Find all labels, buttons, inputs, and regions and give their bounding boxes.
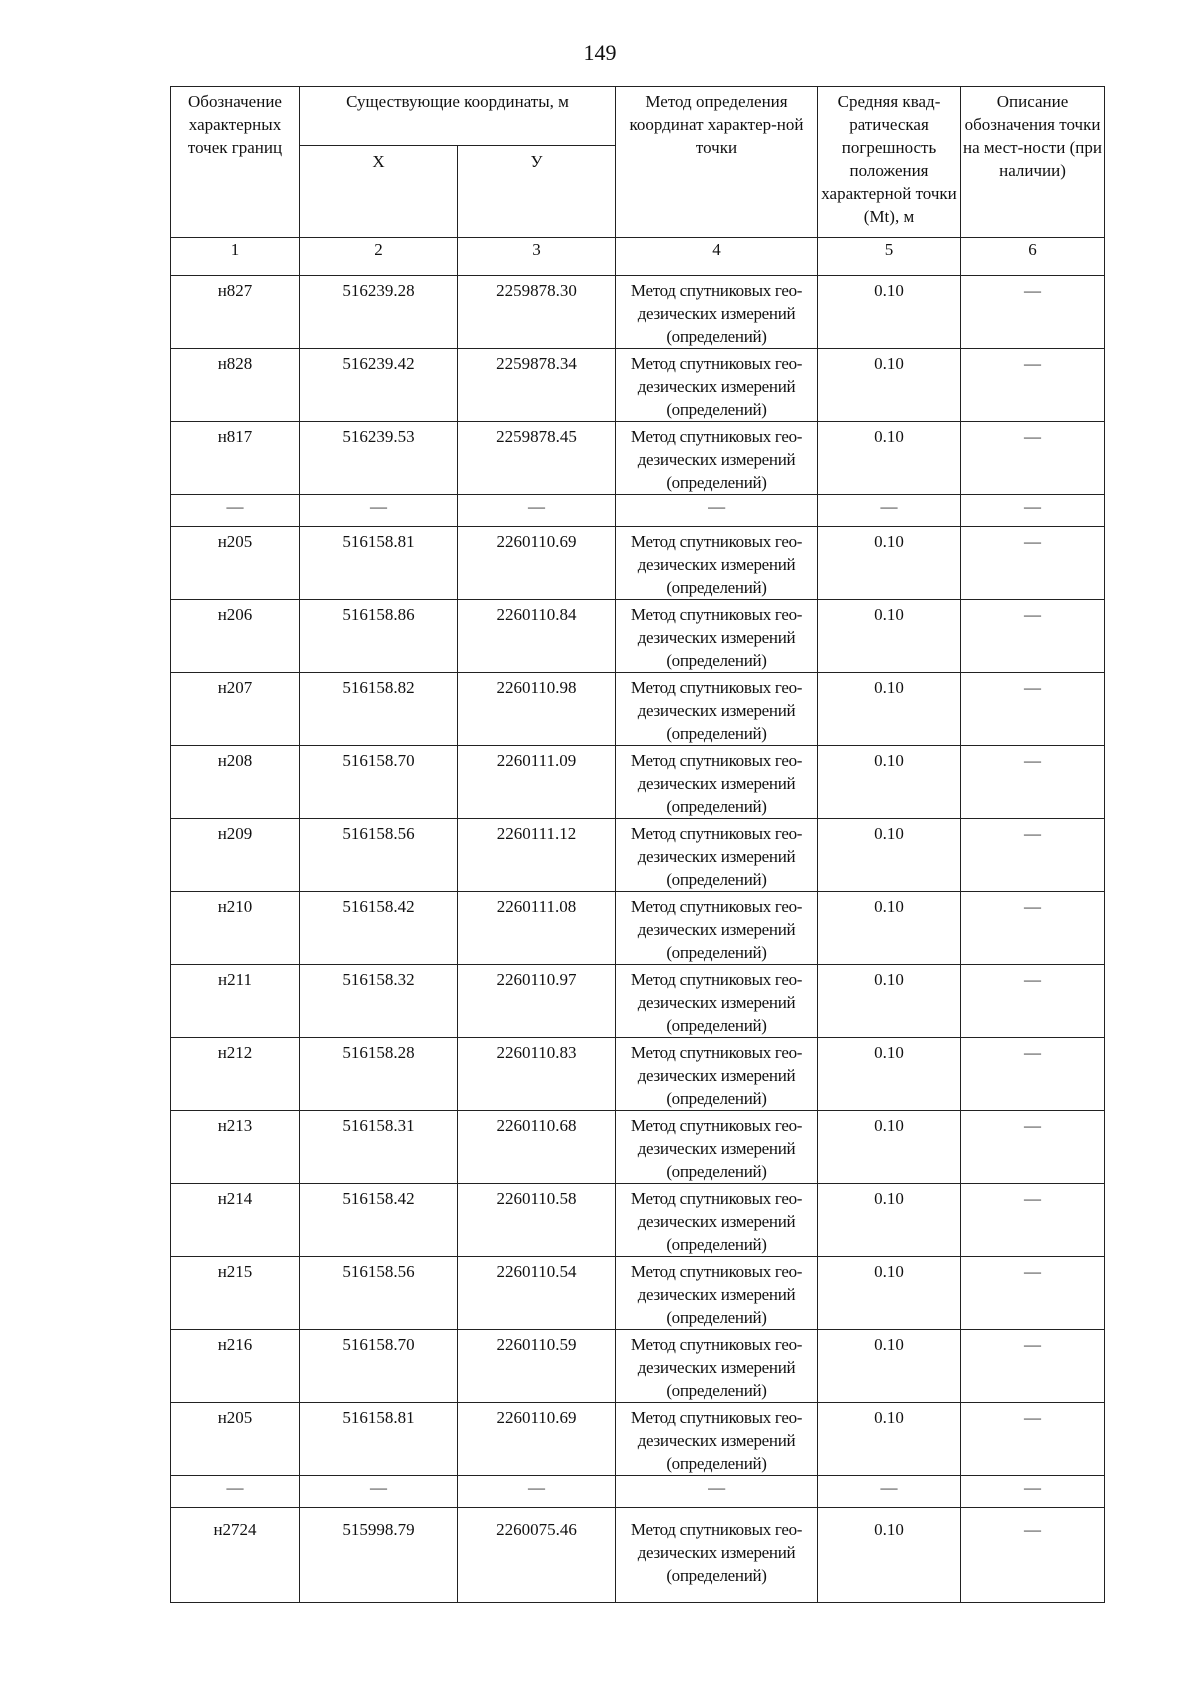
method-cell-text: Метод спутниковых гео-дезических измерений (определений) (630, 1408, 803, 1473)
x-coordinate-cell-text: 516158.42 (342, 1189, 415, 1208)
x-coordinate-cell-text: 516158.70 (342, 751, 415, 770)
point-cell (171, 349, 300, 422)
method-cell (616, 1403, 818, 1476)
point-cell (171, 673, 300, 746)
method-cell (616, 527, 818, 600)
point-cell (171, 892, 300, 965)
error-cell (818, 746, 961, 819)
method-cell (616, 1508, 818, 1603)
point-cell (171, 1038, 300, 1111)
y-coordinate-cell-text: 2260110.84 (496, 605, 577, 624)
error-cell (818, 422, 961, 495)
x-coordinate-cell-text: 516158.82 (342, 678, 415, 697)
omitted-rows-row (171, 495, 1105, 527)
point-cell-text: н212 (217, 1043, 253, 1062)
y-coordinate-cell-text: 2260110.68 (496, 1116, 577, 1135)
method-cell-text: Метод спутниковых гео-дезических измерений (определений) (630, 1262, 803, 1327)
description-cell (961, 1111, 1105, 1184)
error-cell-text: 0.10 (874, 1116, 904, 1135)
x-coordinate-cell (300, 1184, 458, 1257)
x-coordinate-cell (300, 892, 458, 965)
description-cell (961, 1508, 1105, 1603)
x-coordinate-cell (300, 527, 458, 600)
point-cell (171, 819, 300, 892)
description-cell (961, 1184, 1105, 1257)
column-number: 3 (458, 238, 616, 276)
y-coordinate-cell-text: 2259878.34 (496, 354, 577, 373)
error-cell (818, 1038, 961, 1111)
y-coordinate-cell-text: 2260110.69 (496, 532, 577, 551)
omitted-rows-row (171, 1476, 1105, 1508)
method-cell-text: Метод спутниковых гео-дезических измерений (определений) (630, 354, 803, 419)
x-coordinate-cell-text: 516239.53 (342, 427, 415, 446)
method-cell-text: Метод спутниковых гео-дезических измерений (определений) (630, 970, 803, 1035)
x-coordinate-cell-text: 516158.56 (342, 824, 415, 843)
description-cell-text: — (1024, 1520, 1041, 1539)
x-coordinate-cell: — (300, 1476, 458, 1508)
y-coordinate-cell-text: 2259878.45 (496, 427, 577, 446)
method-cell-text: Метод спутниковых гео-дезических измерений (определений) (630, 678, 803, 743)
method-cell (616, 1038, 818, 1111)
error-cell (818, 965, 961, 1038)
method-cell: — (616, 1476, 818, 1508)
method-cell-text: Метод спутниковых гео-дезических измерений (определений) (630, 751, 803, 816)
column-number: 6 (961, 238, 1105, 276)
error-cell (818, 892, 961, 965)
y-coordinate-cell (458, 600, 616, 673)
x-coordinate-cell-text: 515998.79 (342, 1520, 415, 1539)
point-cell-text: н205 (217, 1408, 253, 1427)
error-cell: — (818, 495, 961, 527)
x-coordinate-cell (300, 1038, 458, 1111)
y-coordinate-cell (458, 819, 616, 892)
table-row (171, 1038, 1105, 1111)
y-coordinate-cell-text: 2260111.09 (496, 751, 577, 770)
method-cell-text: Метод спутниковых гео-дезических измерений (определений) (630, 1043, 803, 1108)
y-coordinate-cell-text: 2260110.58 (496, 1189, 577, 1208)
x-coordinate-cell-text: 516158.81 (342, 532, 415, 551)
x-coordinate-cell-text: 516158.86 (342, 605, 415, 624)
point-cell-text: н828 (217, 354, 253, 373)
x-coordinate-cell-text: 516158.56 (342, 1262, 415, 1281)
description-cell-text: — (1024, 751, 1041, 770)
method-cell (616, 349, 818, 422)
table-row (171, 819, 1105, 892)
error-cell (818, 1403, 961, 1476)
description-cell: — (961, 495, 1105, 527)
description-cell (961, 1403, 1105, 1476)
y-coordinate-cell-text: 2260111.12 (496, 824, 577, 843)
table-row (171, 1403, 1105, 1476)
y-coordinate-cell (458, 892, 616, 965)
description-cell (961, 819, 1105, 892)
method-cell-text: Метод спутниковых гео-дезических измерений (определений) (630, 427, 803, 492)
column-number: 4 (616, 238, 818, 276)
point-cell (171, 422, 300, 495)
x-coordinate-cell (300, 1330, 458, 1403)
coordinates-table (170, 86, 1105, 1603)
table-row (171, 1184, 1105, 1257)
x-coordinate-cell-text: 516158.31 (342, 1116, 415, 1135)
description-cell (961, 422, 1105, 495)
method-cell-text: Метод спутниковых гео-дезических измерений (определений) (630, 824, 803, 889)
x-coordinate-cell (300, 673, 458, 746)
description-cell (961, 600, 1105, 673)
error-cell (818, 276, 961, 349)
x-coordinate-cell-text: 516158.70 (342, 1335, 415, 1354)
description-cell (961, 965, 1105, 1038)
y-coordinate-cell (458, 422, 616, 495)
y-coordinate-cell (458, 746, 616, 819)
error-cell-text: 0.10 (874, 1043, 904, 1062)
x-coordinate-cell-text: 516239.28 (342, 281, 415, 300)
method-cell (616, 892, 818, 965)
description-cell (961, 892, 1105, 965)
table-row (171, 422, 1105, 495)
x-coordinate-cell (300, 1403, 458, 1476)
table-row (171, 1330, 1105, 1403)
y-coordinate-cell: — (458, 1476, 616, 1508)
description-cell (961, 673, 1105, 746)
point-cell-text: н213 (217, 1116, 253, 1135)
error-cell-text: 0.10 (874, 427, 904, 446)
point-cell (171, 1184, 300, 1257)
header-existing-coordinates: Существующие координаты, м (300, 87, 616, 146)
point-cell-text: н827 (217, 281, 253, 300)
page-number: 149 (583, 40, 617, 65)
point-cell-text: н211 (218, 970, 252, 989)
method-cell (616, 600, 818, 673)
x-coordinate-cell (300, 965, 458, 1038)
error-cell-text: 0.10 (874, 751, 904, 770)
point-cell: — (171, 495, 300, 527)
x-coordinate-cell (300, 422, 458, 495)
x-coordinate-cell (300, 746, 458, 819)
x-coordinate-cell-text: 516158.81 (342, 1408, 415, 1427)
header-method: Метод определения координат характер-ной точки (616, 87, 818, 238)
x-coordinate-cell-text: 516239.42 (342, 354, 415, 373)
description-cell (961, 1038, 1105, 1111)
y-coordinate-cell-text: 2259878.30 (496, 281, 577, 300)
y-coordinate-cell (458, 527, 616, 600)
table-row (171, 965, 1105, 1038)
description-cell (961, 1330, 1105, 1403)
table-row (171, 276, 1105, 349)
error-cell (818, 1111, 961, 1184)
method-cell-text: Метод спутниковых гео-дезических измерений (определений) (630, 605, 803, 670)
x-coordinate-cell (300, 1111, 458, 1184)
description-cell-text: — (1024, 427, 1041, 446)
method-cell: — (616, 495, 818, 527)
method-cell-text: Метод спутниковых гео-дезических измерений (определений) (630, 897, 803, 962)
error-cell-text: 0.10 (874, 354, 904, 373)
point-cell (171, 965, 300, 1038)
table-row (171, 1508, 1105, 1603)
error-cell-text: 0.10 (874, 970, 904, 989)
error-cell (818, 1330, 961, 1403)
method-cell (616, 819, 818, 892)
table-row (171, 349, 1105, 422)
header-mean-square-error: Средняя квад-ратическая погрешность положения характерной точки (Mt), м (818, 87, 961, 238)
x-coordinate-cell (300, 349, 458, 422)
point-cell (171, 1508, 300, 1603)
y-coordinate-cell-text: 2260075.46 (496, 1520, 577, 1539)
table-row (171, 673, 1105, 746)
table-row (171, 746, 1105, 819)
method-cell-text: Метод спутниковых гео-дезических измерений (определений) (630, 1335, 803, 1400)
description-cell-text: — (1024, 678, 1041, 697)
method-cell (616, 746, 818, 819)
description-cell-text: — (1024, 824, 1041, 843)
point-cell (171, 527, 300, 600)
y-coordinate-cell-text: 2260110.54 (496, 1262, 577, 1281)
x-coordinate-cell (300, 276, 458, 349)
header-row (171, 87, 1105, 146)
y-coordinate-cell (458, 349, 616, 422)
error-cell (818, 1508, 961, 1603)
description-cell-text: — (1024, 970, 1041, 989)
point-cell-text: н207 (217, 678, 253, 697)
y-coordinate-cell-text: 2260110.59 (496, 1335, 577, 1354)
column-number: 2 (300, 238, 458, 276)
table-row (171, 1111, 1105, 1184)
error-cell-text: 0.10 (874, 532, 904, 551)
y-coordinate-cell-text: 2260110.83 (496, 1043, 577, 1062)
header-x: Х (300, 146, 458, 238)
y-coordinate-cell-text: 2260110.69 (496, 1408, 577, 1427)
x-coordinate-cell-text: 516158.32 (342, 970, 415, 989)
error-cell (818, 527, 961, 600)
error-cell: — (818, 1476, 961, 1508)
point-cell-text: н206 (217, 605, 253, 624)
column-number: 5 (818, 238, 961, 276)
point-cell (171, 746, 300, 819)
method-cell (616, 422, 818, 495)
point-cell (171, 1403, 300, 1476)
x-coordinate-cell: — (300, 495, 458, 527)
description-cell-text: — (1024, 1335, 1041, 1354)
error-cell-text: 0.10 (874, 1520, 904, 1539)
error-cell (818, 819, 961, 892)
error-cell-text: 0.10 (874, 1408, 904, 1427)
y-coordinate-cell (458, 1508, 616, 1603)
y-coordinate-cell (458, 1257, 616, 1330)
error-cell-text: 0.10 (874, 1189, 904, 1208)
method-cell-text: Метод спутниковых гео-дезических измерений (определений) (630, 532, 803, 597)
point-cell-text: н216 (217, 1335, 253, 1354)
description-cell-text: — (1024, 1189, 1041, 1208)
y-coordinate-cell (458, 1111, 616, 1184)
description-cell-text: — (1024, 1408, 1041, 1427)
error-cell (818, 673, 961, 746)
column-numbers-row (171, 238, 1105, 276)
point-cell-text: н215 (217, 1262, 253, 1281)
description-cell (961, 276, 1105, 349)
point-cell-text: н214 (217, 1189, 253, 1208)
description-cell (961, 746, 1105, 819)
error-cell (818, 1184, 961, 1257)
header-description: Описание обозначения точки на мест-ности (при наличии) (961, 87, 1105, 238)
y-coordinate-cell (458, 1038, 616, 1111)
method-cell (616, 1257, 818, 1330)
error-cell (818, 600, 961, 673)
x-coordinate-cell (300, 819, 458, 892)
description-cell-text: — (1024, 532, 1041, 551)
error-cell-text: 0.10 (874, 1262, 904, 1281)
y-coordinate-cell-text: 2260111.08 (496, 897, 577, 916)
description-cell-text: — (1024, 605, 1041, 624)
error-cell (818, 349, 961, 422)
y-coordinate-cell (458, 1184, 616, 1257)
y-coordinate-cell (458, 965, 616, 1038)
point-cell (171, 1257, 300, 1330)
point-cell (171, 1330, 300, 1403)
point-cell-text: н208 (217, 751, 253, 770)
method-cell (616, 276, 818, 349)
description-cell-text: — (1024, 354, 1041, 373)
error-cell-text: 0.10 (874, 1335, 904, 1354)
description-cell (961, 527, 1105, 600)
method-cell-text: Метод спутниковых гео-дезических измерений (определений) (630, 1116, 803, 1181)
error-cell-text: 0.10 (874, 678, 904, 697)
method-cell (616, 673, 818, 746)
method-cell (616, 1330, 818, 1403)
table-row (171, 892, 1105, 965)
point-cell-text: н817 (217, 427, 253, 446)
description-cell-text: — (1024, 897, 1041, 916)
description-cell-text: — (1024, 1043, 1041, 1062)
point-cell-text: н210 (217, 897, 253, 916)
method-cell (616, 1184, 818, 1257)
error-cell-text: 0.10 (874, 897, 904, 916)
y-coordinate-cell-text: 2260110.98 (496, 678, 577, 697)
x-coordinate-cell-text: 516158.28 (342, 1043, 415, 1062)
description-cell-text: — (1024, 281, 1041, 300)
method-cell (616, 1111, 818, 1184)
point-cell-text: н2724 (213, 1520, 257, 1539)
method-cell-text: Метод спутниковых гео-дезических измерений (определений) (630, 1520, 803, 1585)
description-cell (961, 1257, 1105, 1330)
y-coordinate-cell (458, 276, 616, 349)
description-cell: — (961, 1476, 1105, 1508)
table-row (171, 527, 1105, 600)
point-cell: — (171, 1476, 300, 1508)
method-cell-text: Метод спутниковых гео-дезических измерений (определений) (630, 1189, 803, 1254)
method-cell (616, 965, 818, 1038)
x-coordinate-cell (300, 600, 458, 673)
y-coordinate-cell: — (458, 495, 616, 527)
error-cell (818, 1257, 961, 1330)
point-cell (171, 1111, 300, 1184)
x-coordinate-cell (300, 1508, 458, 1603)
header-y: У (458, 146, 616, 238)
column-number: 1 (171, 238, 300, 276)
y-coordinate-cell (458, 1403, 616, 1476)
table-row (171, 600, 1105, 673)
x-coordinate-cell (300, 1257, 458, 1330)
point-cell (171, 276, 300, 349)
point-cell-text: н205 (217, 532, 253, 551)
description-cell-text: — (1024, 1116, 1041, 1135)
y-coordinate-cell (458, 673, 616, 746)
error-cell-text: 0.10 (874, 605, 904, 624)
x-coordinate-cell-text: 516158.42 (342, 897, 415, 916)
point-cell (171, 600, 300, 673)
description-cell (961, 349, 1105, 422)
table-row (171, 1257, 1105, 1330)
point-cell-text: н209 (217, 824, 253, 843)
error-cell-text: 0.10 (874, 824, 904, 843)
method-cell-text: Метод спутниковых гео-дезических измерений (определений) (630, 281, 803, 346)
header-point-designation: Обозначение характерных точек границ (171, 87, 300, 238)
error-cell-text: 0.10 (874, 281, 904, 300)
y-coordinate-cell-text: 2260110.97 (496, 970, 577, 989)
description-cell-text: — (1024, 1262, 1041, 1281)
y-coordinate-cell (458, 1330, 616, 1403)
